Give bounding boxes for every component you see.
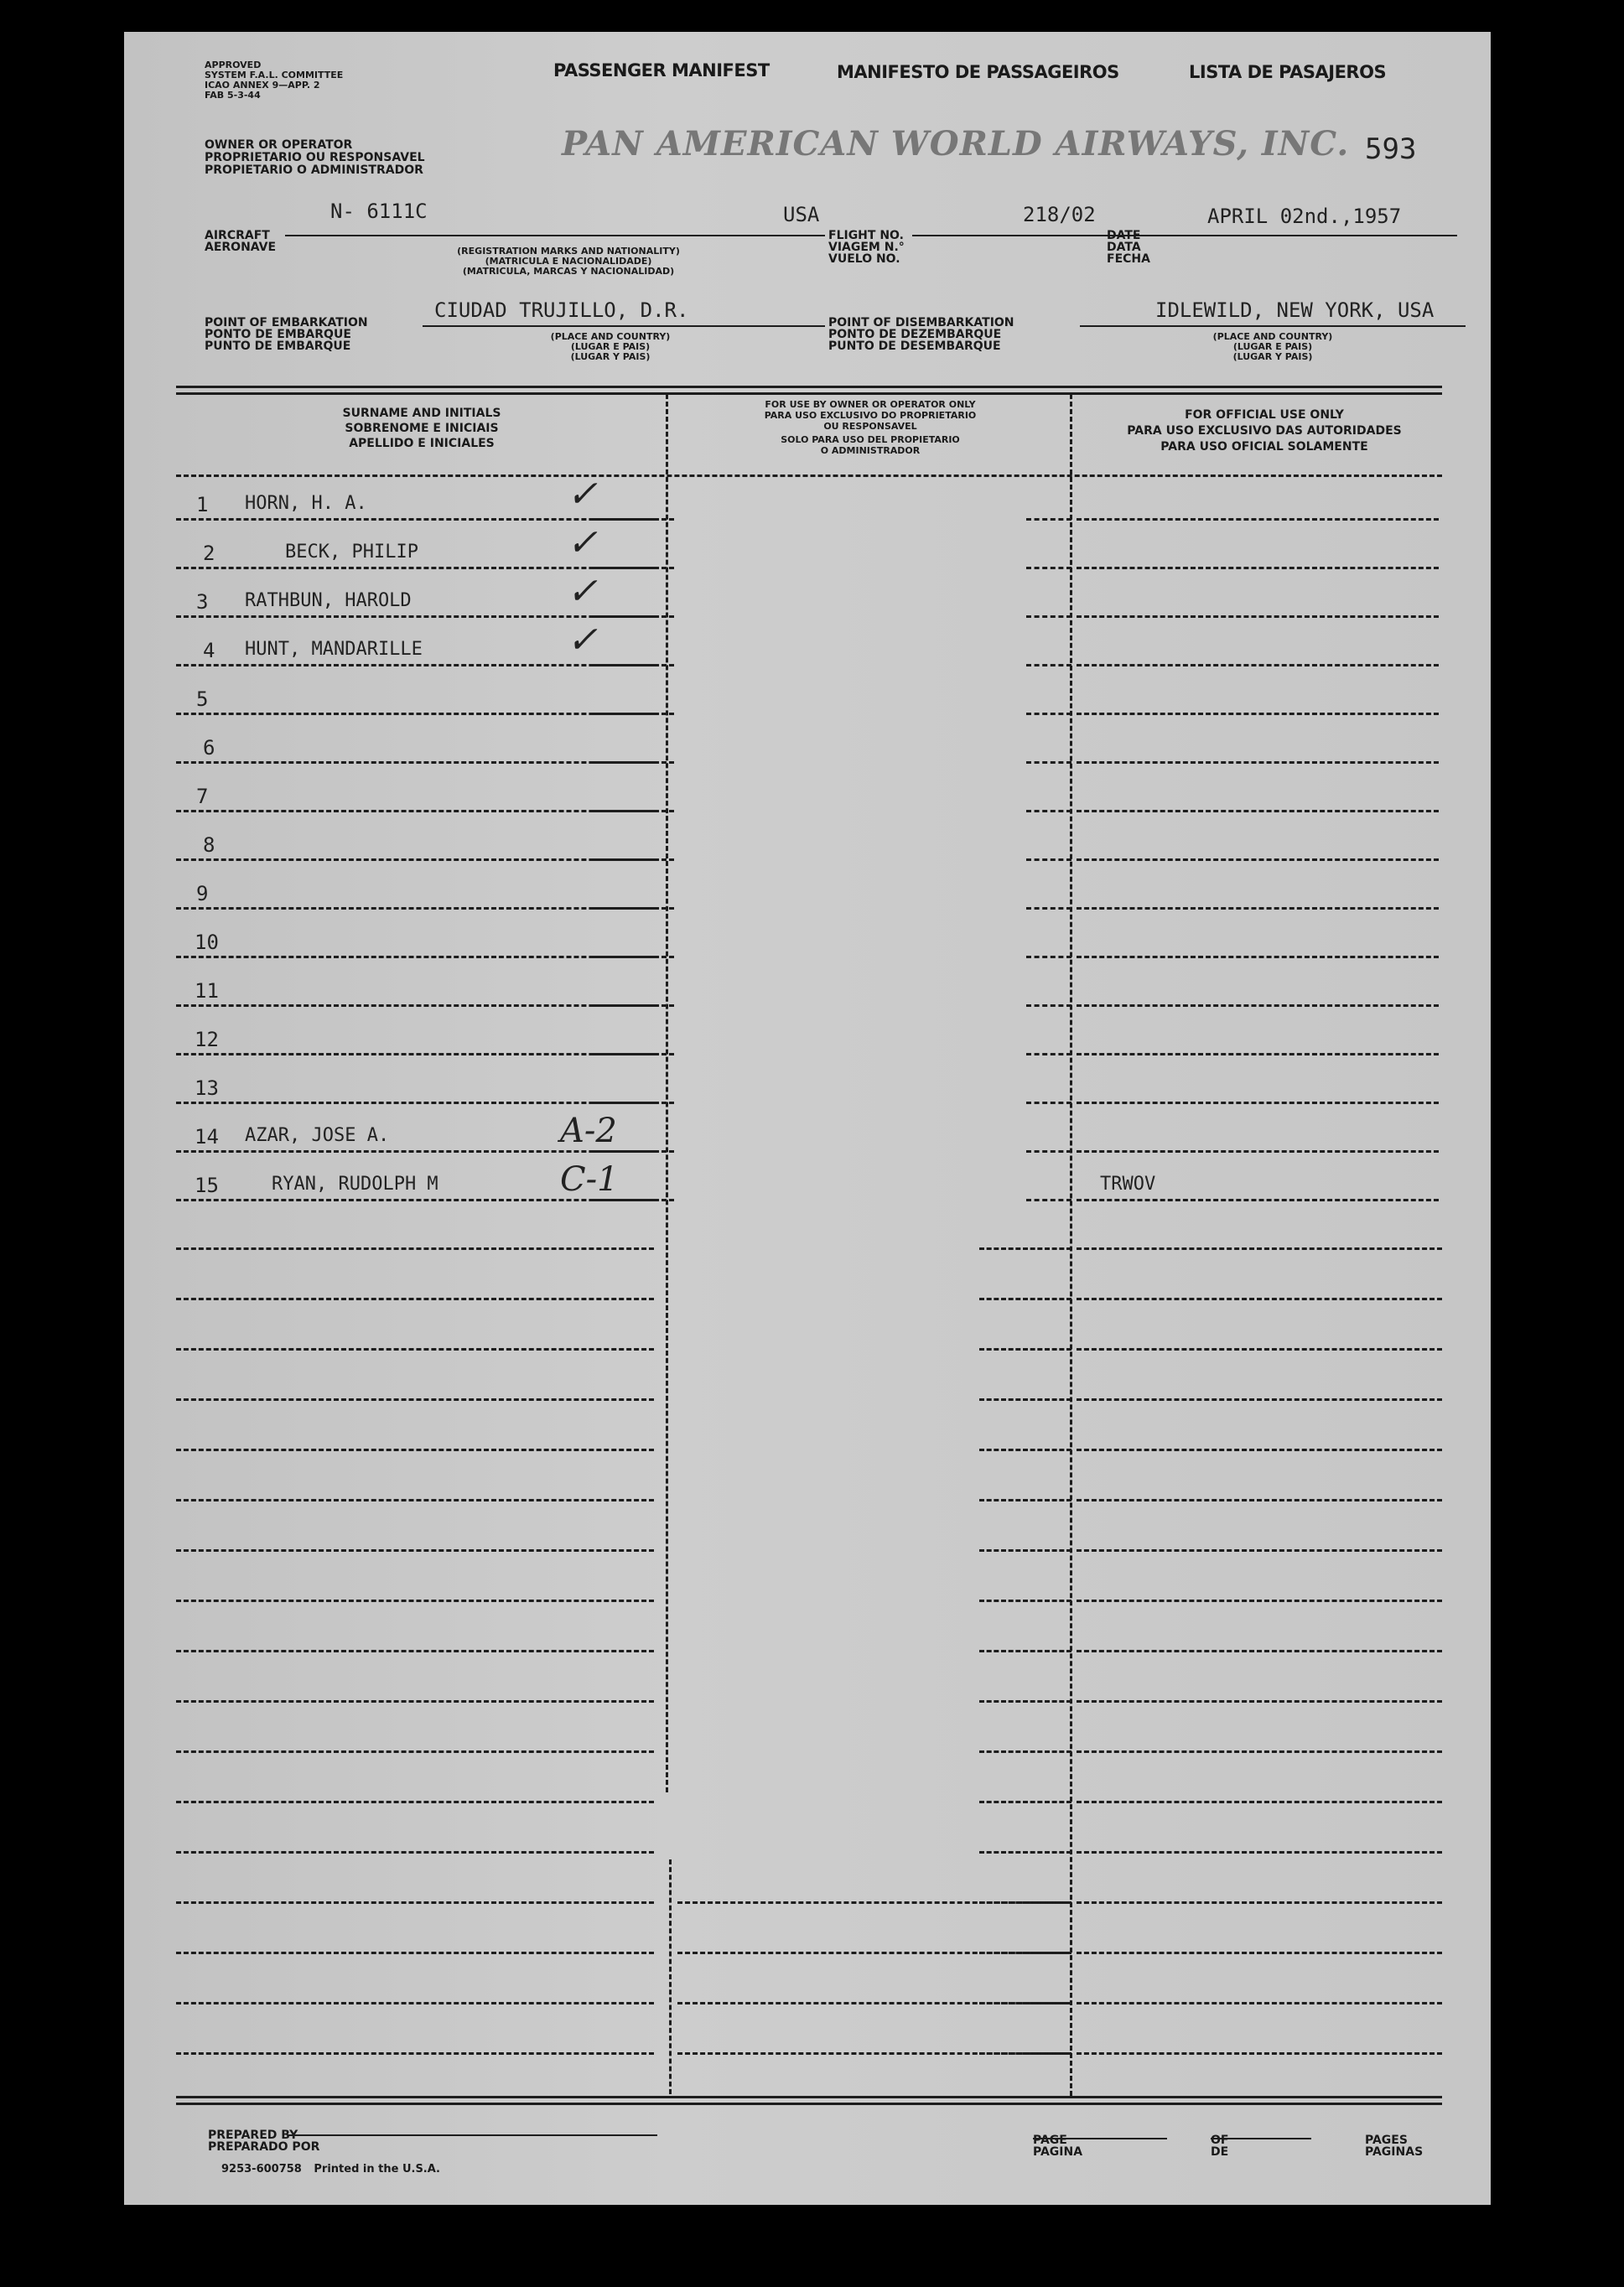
flight-label-line: VIAGEM N.° <box>828 241 905 254</box>
disembarkation-label-line: PONTO DE DEZEMBARQUE <box>828 328 1002 341</box>
row-rule <box>1077 1053 1439 1055</box>
row-rule <box>1026 1150 1071 1153</box>
blank-row-rule <box>1077 2002 1442 2004</box>
row-number: 5 <box>196 687 209 711</box>
blank-row-rule <box>979 1650 1071 1652</box>
blank-row-rule <box>1077 1499 1442 1501</box>
pages-label-line: PAGES <box>1365 2134 1408 2147</box>
approval-line: FAB 5-3-44 <box>205 90 261 101</box>
row-rule <box>1026 713 1071 715</box>
row-number: 14 <box>195 1125 219 1149</box>
owner-label <box>205 139 425 177</box>
blank-row-rule <box>979 1549 1071 1552</box>
table-bottom-rule <box>176 2096 1442 2098</box>
date-label-line: DATE <box>1107 229 1141 242</box>
embarkation-sublabels <box>518 332 703 362</box>
date-label-line: DATA <box>1107 241 1141 254</box>
column-divider-1 <box>666 394 668 1792</box>
column-header-surname <box>183 406 661 451</box>
row-rule <box>594 518 674 521</box>
row-number: 11 <box>195 979 219 1003</box>
row-rule <box>176 761 654 764</box>
row-rule <box>1026 956 1071 958</box>
blank-row-rule <box>979 1499 1071 1501</box>
row-number: 7 <box>196 785 209 808</box>
approval-line: SYSTEM F.A.L. COMMITTEE <box>205 70 344 80</box>
row-rule <box>1077 518 1439 521</box>
blank-row-rule <box>1077 1348 1442 1351</box>
row-number: 9 <box>196 882 209 905</box>
disembarkation-sublabel-line: (PLACE AND COUNTRY) <box>1212 331 1333 342</box>
row-number: 4 <box>203 639 215 662</box>
disembarkation-value: IDLEWILD, NEW YORK, USA <box>1155 298 1435 322</box>
row-rule <box>1077 615 1439 618</box>
blank-row-rule <box>979 1700 1071 1703</box>
row-rule <box>1077 858 1439 861</box>
approval-line: APPROVED <box>205 60 262 70</box>
header-line: PARA USO EXCLUSIVO DO PROPRIETARIO <box>764 410 977 421</box>
blank-row-rule <box>1077 1901 1442 1904</box>
passenger-mark: ✓ <box>567 521 598 564</box>
prepared-by-underline <box>288 2134 657 2136</box>
blank-row-rule <box>176 1952 654 1954</box>
blank-row-rule <box>176 1549 654 1552</box>
official-note: TRWOV <box>1100 1174 1156 1195</box>
aircraft-label-line: AIRCRAFT <box>205 229 270 242</box>
row-rule <box>594 761 674 764</box>
title-es: LISTA DE PASAJEROS <box>1189 62 1387 82</box>
blank-row-rule <box>979 1750 1071 1753</box>
blank-row-rule <box>1077 1298 1442 1300</box>
prepared-by-label <box>208 2129 319 2153</box>
blank-row-rule <box>176 1750 654 1753</box>
blank-row-rule <box>176 1801 654 1803</box>
row-rule <box>176 1053 654 1055</box>
row-rule <box>176 1199 654 1201</box>
prepared-by-line: PREPARED BY <box>208 2129 298 2142</box>
blank-row-rule <box>176 1851 654 1854</box>
embarkation-sublabel-line: (PLACE AND COUNTRY) <box>550 331 671 342</box>
row-rule <box>1026 761 1071 764</box>
row-rule <box>176 1004 654 1007</box>
passenger-name: BECK, PHILIP <box>285 542 418 563</box>
passenger-mark: ✓ <box>567 570 598 613</box>
blank-row-rule <box>1077 1750 1442 1753</box>
disembarkation-sublabels <box>1172 332 1373 362</box>
row-number: 10 <box>195 931 219 954</box>
row-rule <box>176 956 654 958</box>
passenger-mark: A-2 <box>560 1112 617 1150</box>
page-label-line: PAGINA <box>1033 2145 1083 2159</box>
row-rule <box>1077 567 1439 569</box>
passenger-mark: C-1 <box>560 1160 619 1199</box>
blank-row-rule <box>979 1298 1071 1300</box>
row-number: 2 <box>203 542 215 565</box>
header-line: SOBRENOME E INICIAIS <box>345 422 499 435</box>
row-rule <box>1026 664 1071 666</box>
row-rule <box>1026 1199 1071 1201</box>
passenger-mark: ✓ <box>567 473 598 516</box>
row-rule <box>594 1150 674 1153</box>
row-number: 6 <box>203 736 215 760</box>
prepared-by-line: PREPARADO POR <box>208 2140 320 2154</box>
title-en: PASSENGER MANIFEST <box>553 60 770 80</box>
embarkation-label-line: POINT OF EMBARKATION <box>205 316 368 329</box>
column-divider-2 <box>1070 394 1072 2096</box>
print-code <box>221 2165 440 2175</box>
passenger-name: HUNT, MANDARILLE <box>245 639 423 660</box>
row-rule <box>1077 713 1439 715</box>
title-pt: MANIFESTO DE PASSAGEIROS <box>837 62 1119 82</box>
row-rule <box>1077 1150 1439 1153</box>
blank-row-rule <box>176 1298 654 1300</box>
row-rule <box>1026 615 1071 618</box>
blank-row-rule <box>176 1348 654 1351</box>
flight-label-line: VUELO NO. <box>828 252 900 266</box>
column-header-official <box>1080 407 1449 455</box>
aircraft-sublabel-line: (MATRICULA E NACIONALIDADE) <box>485 256 652 267</box>
row-rule <box>1077 664 1439 666</box>
airline-name: PAN AMERICAN WORLD AIRWAYS, INC. <box>562 124 1350 163</box>
header-line: FOR USE BY OWNER OR OPERATOR ONLY <box>765 399 976 410</box>
blank-row-rule <box>1077 1851 1442 1854</box>
blank-row-rule <box>1077 1398 1442 1401</box>
row-rule <box>1077 1102 1439 1104</box>
blank-row-rule <box>176 1901 654 1904</box>
flight-label-line: FLIGHT NO. <box>828 229 904 242</box>
blank-row-rule <box>979 1801 1071 1803</box>
blank-row-rule <box>979 1851 1071 1854</box>
blank-row-rule <box>176 1449 654 1451</box>
row-rule <box>1077 907 1439 910</box>
header-bottom-rule <box>176 475 1442 477</box>
date-label <box>1107 230 1150 265</box>
page-label-line: PAGE <box>1033 2134 1067 2147</box>
row-rule <box>1077 1004 1439 1007</box>
row-rule <box>1026 567 1071 569</box>
embarkation-value: CIUDAD TRUJILLO, D.R. <box>434 298 689 322</box>
header-line: SOLO PARA USO DEL PROPIETARIO <box>781 434 960 445</box>
blank-row-rule <box>1077 1449 1442 1451</box>
row-rule <box>176 1102 654 1104</box>
owner-label-line: PROPRIETARIO OU RESPONSAVEL <box>205 151 425 164</box>
embarkation-sublabel-line: (LUGAR Y PAIS) <box>570 351 651 362</box>
disembarkation-label-line: POINT OF DISEMBARKATION <box>828 316 1014 329</box>
disembarkation-sublabel-line: (LUGAR Y PAIS) <box>1232 351 1313 362</box>
row-rule <box>1026 810 1071 812</box>
blank-row-rule <box>979 1449 1071 1451</box>
embarkation-label-line: PONTO DE EMBARQUE <box>205 328 351 341</box>
aircraft-underline <box>285 235 825 236</box>
row-rule <box>594 567 674 569</box>
header-line: FOR OFFICIAL USE ONLY <box>1185 408 1344 422</box>
blank-row-rule <box>677 1952 1068 1954</box>
embarkation-underline <box>423 325 825 327</box>
form-approval <box>205 60 343 101</box>
embarkation-label-line: PUNTO DE EMBARQUE <box>205 340 351 353</box>
row-rule <box>176 664 654 666</box>
aircraft-sublabel-line: (MATRICULA, MARCAS Y NACIONALIDAD) <box>462 266 675 277</box>
row-rule <box>594 1102 674 1104</box>
row-rule <box>594 956 674 958</box>
blank-row-rule <box>1077 1650 1442 1652</box>
row-rule <box>176 810 654 812</box>
blank-row-rule <box>176 1650 654 1652</box>
table-top-rule <box>176 386 1442 388</box>
row-rule <box>594 713 674 715</box>
aircraft-nationality: USA <box>783 203 820 226</box>
row-rule <box>594 615 674 618</box>
blank-row-rule <box>176 2002 654 2004</box>
row-rule <box>176 567 654 569</box>
date-label-line: FECHA <box>1107 252 1150 266</box>
flight-date: APRIL 02nd.,1957 <box>1207 205 1402 228</box>
header-line: O ADMINISTRADOR <box>820 445 921 456</box>
aircraft-sublabels <box>392 246 745 277</box>
blank-row-rule <box>176 2052 654 2055</box>
column-header-owner-use <box>677 399 1063 456</box>
row-rule <box>1077 956 1439 958</box>
blank-row-rule <box>176 1700 654 1703</box>
of-label-line: DE <box>1211 2145 1229 2159</box>
flight-label <box>828 230 905 265</box>
row-number: 1 <box>196 493 209 516</box>
row-rule <box>176 907 654 910</box>
row-rule <box>594 664 674 666</box>
blank-row-rule <box>677 2052 1068 2055</box>
aircraft-sublabel-line: (REGISTRATION MARKS AND NATIONALITY) <box>457 246 680 257</box>
blank-row-rule <box>979 1247 1071 1250</box>
blank-row-rule <box>979 1398 1071 1401</box>
header-line: APELLIDO E INICIALES <box>349 437 495 450</box>
header-line: PARA USO EXCLUSIVO DAS AUTORIDADES <box>1127 424 1402 438</box>
of-underline <box>1211 2138 1311 2139</box>
table-top-rule-2 <box>176 392 1442 395</box>
passenger-name: RYAN, RUDOLPH M <box>272 1174 438 1195</box>
row-rule <box>1026 1053 1071 1055</box>
pages-label-line: PAGINAS <box>1365 2145 1424 2159</box>
row-rule <box>594 1004 674 1007</box>
date-underline <box>1154 235 1457 236</box>
of-label-line: OF <box>1211 2134 1229 2147</box>
blank-row-rule <box>176 1600 654 1602</box>
column-divider-1-lower <box>669 1859 672 2094</box>
row-rule <box>1026 907 1071 910</box>
aircraft-registration: N- 6111C <box>330 200 428 223</box>
row-rule <box>1026 858 1071 861</box>
blank-row-rule <box>1077 2052 1442 2055</box>
row-rule <box>176 713 654 715</box>
aircraft-label-line: AERONAVE <box>205 241 277 254</box>
blank-row-rule <box>1077 1600 1442 1602</box>
header-line: PARA USO OFICIAL SOLAMENTE <box>1160 440 1368 454</box>
passenger-name: HORN, H. A. <box>245 493 367 514</box>
row-rule <box>1026 518 1071 521</box>
blank-row-rule <box>1077 1952 1442 1954</box>
blank-row-rule <box>176 1499 654 1501</box>
row-number: 13 <box>195 1076 219 1100</box>
owner-label-line: PROPIETARIO O ADMINISTRADOR <box>205 163 423 177</box>
blank-row-rule <box>677 1901 1068 1904</box>
blank-row-rule <box>979 1348 1071 1351</box>
row-rule <box>594 1053 674 1055</box>
disembarkation-label <box>828 317 1014 352</box>
header-line: OU RESPONSAVEL <box>823 421 917 432</box>
row-rule <box>1026 1102 1071 1104</box>
blank-row-rule <box>1077 1549 1442 1552</box>
sheet-number: 593 <box>1365 132 1417 166</box>
header-line: SURNAME AND INITIALS <box>342 407 501 420</box>
blank-row-rule <box>677 2002 1068 2004</box>
row-number: 3 <box>196 590 209 614</box>
row-number: 15 <box>195 1174 219 1197</box>
table-bottom-rule-2 <box>176 2103 1442 2105</box>
disembarkation-label-line: PUNTO DE DESEMBARQUE <box>828 340 1001 353</box>
approval-line: ICAO ANNEX 9—APP. 2 <box>205 80 320 91</box>
row-rule <box>1077 761 1439 764</box>
page-underline <box>1033 2138 1167 2139</box>
row-rule <box>594 907 674 910</box>
passenger-name: RATHBUN, HAROLD <box>245 590 412 611</box>
row-rule <box>1077 810 1439 812</box>
row-number: 12 <box>195 1028 219 1051</box>
blank-row-rule <box>979 1600 1071 1602</box>
row-rule <box>594 858 674 861</box>
row-rule <box>176 518 654 521</box>
blank-row-rule <box>1077 1247 1442 1250</box>
blank-row-rule <box>176 1398 654 1401</box>
pages-label <box>1365 2134 1423 2158</box>
blank-row-rule <box>1077 1801 1442 1803</box>
flight-number: 218/02 <box>1023 203 1096 226</box>
row-rule <box>1077 1199 1439 1201</box>
blank-row-rule <box>1077 1700 1442 1703</box>
manifest-sheet <box>124 32 1491 2205</box>
printed-in-text: Printed in the U.S.A. <box>314 2163 440 2176</box>
passenger-mark: ✓ <box>567 619 598 661</box>
embarkation-label <box>205 317 368 352</box>
row-rule <box>176 858 654 861</box>
owner-label-line: OWNER OR OPERATOR <box>205 138 353 152</box>
embarkation-sublabel-line: (LUGAR E PAIS) <box>570 341 651 352</box>
aircraft-label <box>205 230 276 253</box>
disembarkation-sublabel-line: (LUGAR E PAIS) <box>1232 341 1313 352</box>
row-rule <box>594 1199 674 1201</box>
row-rule <box>1026 1004 1071 1007</box>
row-number: 8 <box>203 833 215 857</box>
disembarkation-underline <box>1080 325 1466 327</box>
blank-row-rule <box>176 1247 654 1250</box>
row-rule <box>176 1150 654 1153</box>
row-rule <box>176 615 654 618</box>
row-rule <box>594 810 674 812</box>
passenger-name: AZAR, JOSE A. <box>245 1125 390 1146</box>
print-code-text: 9253-600758 <box>221 2163 302 2176</box>
